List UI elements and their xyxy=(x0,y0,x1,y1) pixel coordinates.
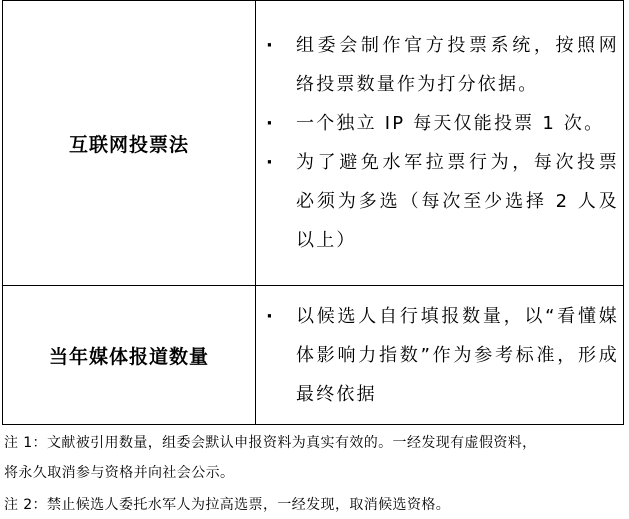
table-row xyxy=(3,286,624,425)
list-item-text: 一个独立 IP 每天仅能投票 1 次。 xyxy=(296,113,605,134)
footnote-2: 注 2：禁止候选人委托水军人为拉高选票，一经发现，取消候选资格。 xyxy=(4,497,451,513)
bullet-icon: · xyxy=(266,35,276,56)
footnote-1-line-2: 将永久取消参与资格并向社会公示。 xyxy=(4,465,235,481)
bullet-list xyxy=(256,297,623,414)
list-item xyxy=(256,143,623,260)
table-row xyxy=(3,1,624,286)
bullet-icon: · xyxy=(266,152,276,173)
footnote-1-line-1: 注 1：文献被引用数量，组委会默认申报资料为真实有效的。一经发现有虚假资料， xyxy=(4,435,537,451)
criterion-label: 互联网投票法 xyxy=(3,1,256,286)
bullet-icon: · xyxy=(266,305,276,327)
bullet-list xyxy=(256,26,623,260)
list-item xyxy=(256,26,623,104)
list-item-text: 以候选人自行填报数量，以“看懂媒体影响力指数”作为参考标准，形成最终依据 xyxy=(296,305,619,405)
criteria-table xyxy=(2,0,624,425)
bullet-icon: · xyxy=(266,113,276,134)
list-item xyxy=(256,104,623,143)
criterion-description xyxy=(256,286,624,425)
list-item-text: 为了避免水军拉票行为，每次投票必须为多选（每次至少选择 2 人及以上） xyxy=(296,152,619,251)
criterion-label: 当年媒体报道数量 xyxy=(3,286,256,425)
criterion-description xyxy=(256,1,624,286)
list-item xyxy=(256,297,623,414)
list-item-text: 组委会制作官方投票系统，按照网络投票数量作为打分依据。 xyxy=(296,35,619,95)
